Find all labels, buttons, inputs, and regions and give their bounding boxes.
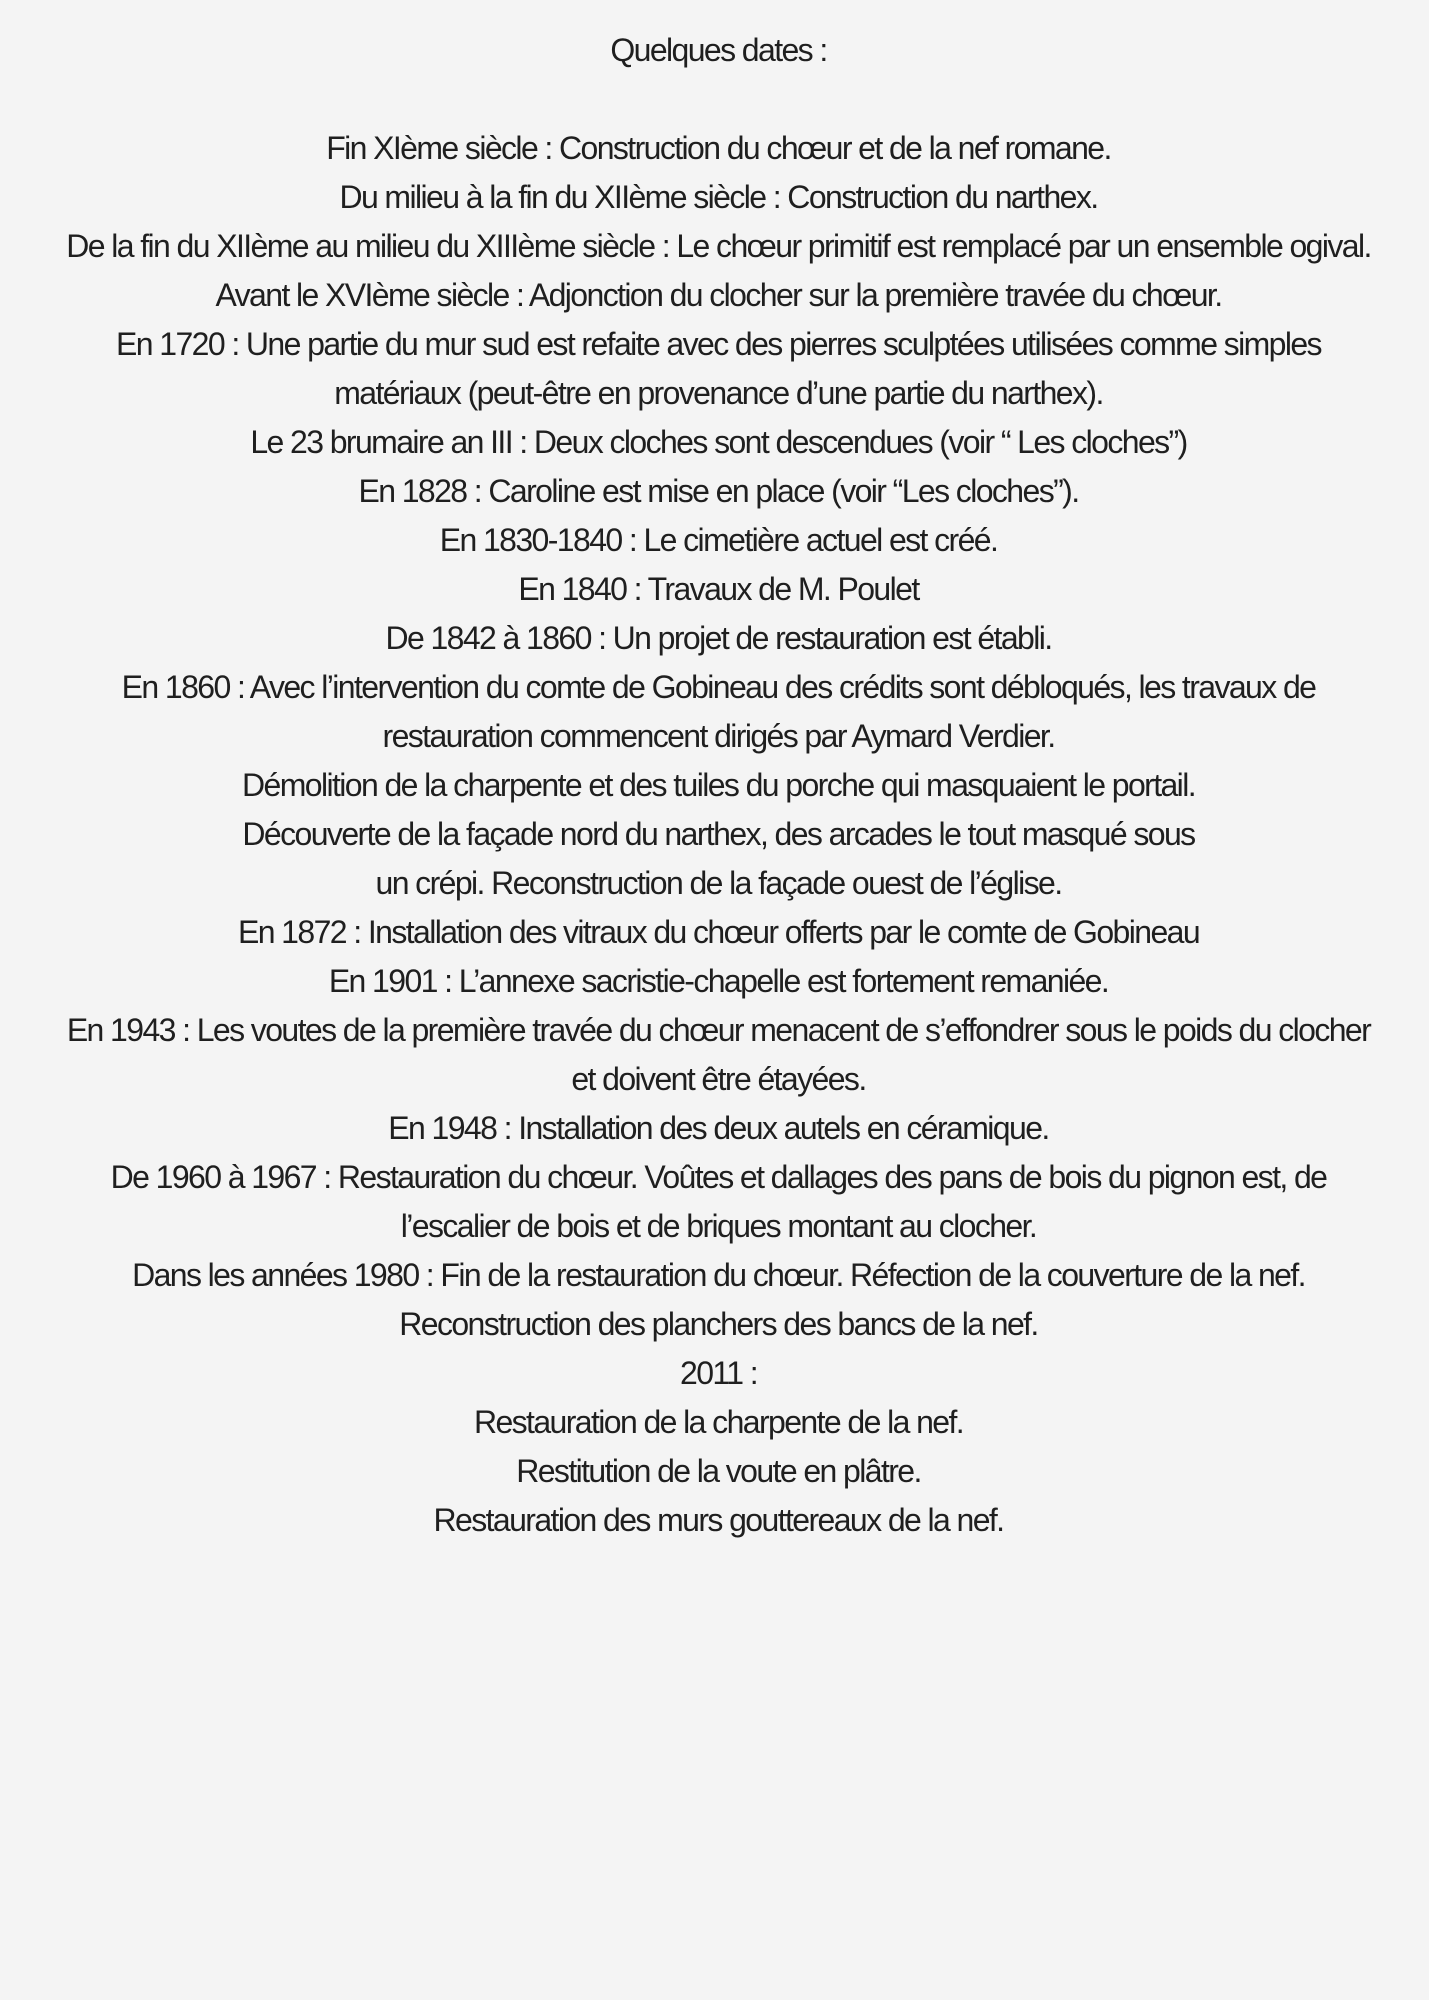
timeline-entry-19: De 1960 à 1967 : Restauration du chœur. Voûtes et dallages des pans de bois du pignon est, de l’escalier de bois et de briques montant au clocher. xyxy=(110,1159,1327,1244)
timeline-entry-10: De 1842 à 1860 : Un projet de restauration est établi. xyxy=(385,620,1052,656)
timeline-entry-7: En 1828 : Caroline est mise en place (voir “Les cloches”). xyxy=(358,473,1079,509)
timeline-entry-6: Le 23 brumaire an III : Deux cloches sont descendues (voir “ Les cloches”) xyxy=(250,424,1187,460)
page-title: Quelques dates : xyxy=(610,32,827,68)
timeline-entry-23: Restauration de la charpente de la nef. xyxy=(473,1404,964,1440)
timeline-entry-8: En 1830-1840 : Le cimetière actuel est créé. xyxy=(439,522,998,558)
timeline-entry-18: En 1948 : Installation des deux autels en céramique. xyxy=(388,1110,1049,1146)
timeline-entry-1: Fin XIème siècle : Construction du chœur et de la nef romane. xyxy=(326,130,1111,166)
timeline-entry-15: En 1872 : Installation des vitraux du chœur offerts par le comte de Gobineau xyxy=(237,914,1200,950)
timeline-entry-22: 2011 : xyxy=(680,1355,757,1391)
timeline-entry-2: Du milieu à la fin du XIIème siècle : Construction du narthex. xyxy=(339,179,1098,215)
timeline-entry-3: De la fin du XIIème au milieu du XIIIème siècle : Le chœur primitif est remplacé par un ensemble ogival. xyxy=(66,228,1371,264)
blank-line xyxy=(56,75,1381,124)
timeline-entry-13: Découverte de la façade nord du narthex, des arcades le tout masqué sous xyxy=(242,816,1195,852)
timeline-entry-17: En 1943 : Les voutes de la première travée du chœur menacent de s’effondrer sous le poids du clocher et doivent être étayées. xyxy=(66,1012,1371,1097)
timeline-entry-16: En 1901 : L’annexe sacristie-chapelle est fortement remaniée. xyxy=(328,963,1109,999)
timeline-entry-24: Restitution de la voute en plâtre. xyxy=(516,1453,921,1489)
document-body xyxy=(56,26,1381,1545)
timeline-entry-25: Restauration des murs gouttereaux de la nef. xyxy=(433,1502,1004,1538)
timeline-entry-14: un crépi. Reconstruction de la façade ouest de l’église. xyxy=(375,865,1062,901)
timeline-entry-4: Avant le XVIème siècle : Adjonction du clocher sur la première travée du chœur. xyxy=(215,277,1222,313)
timeline-entry-12: Démolition de la charpente et des tuiles du porche qui masquaient le portail. xyxy=(241,767,1195,803)
timeline-entry-20: Dans les années 1980 : Fin de la restauration du chœur. Réfection de la couverture de la nef. xyxy=(132,1257,1305,1293)
timeline-entry-9: En 1840 : Travaux de M. Poulet xyxy=(518,571,919,607)
timeline-entry-21: Reconstruction des planchers des bancs de la nef. xyxy=(399,1306,1038,1342)
timeline-entry-5: En 1720 : Une partie du mur sud est refaite avec des pierres sculptées utilisées comme simples matériaux (peut-être en provenance d’une partie du narthex). xyxy=(116,326,1321,411)
timeline-entry-11: En 1860 : Avec l’intervention du comte de Gobineau des crédits sont débloqués, les travaux de restauration commencent dirigés par Aymard Verdier. xyxy=(121,669,1316,754)
